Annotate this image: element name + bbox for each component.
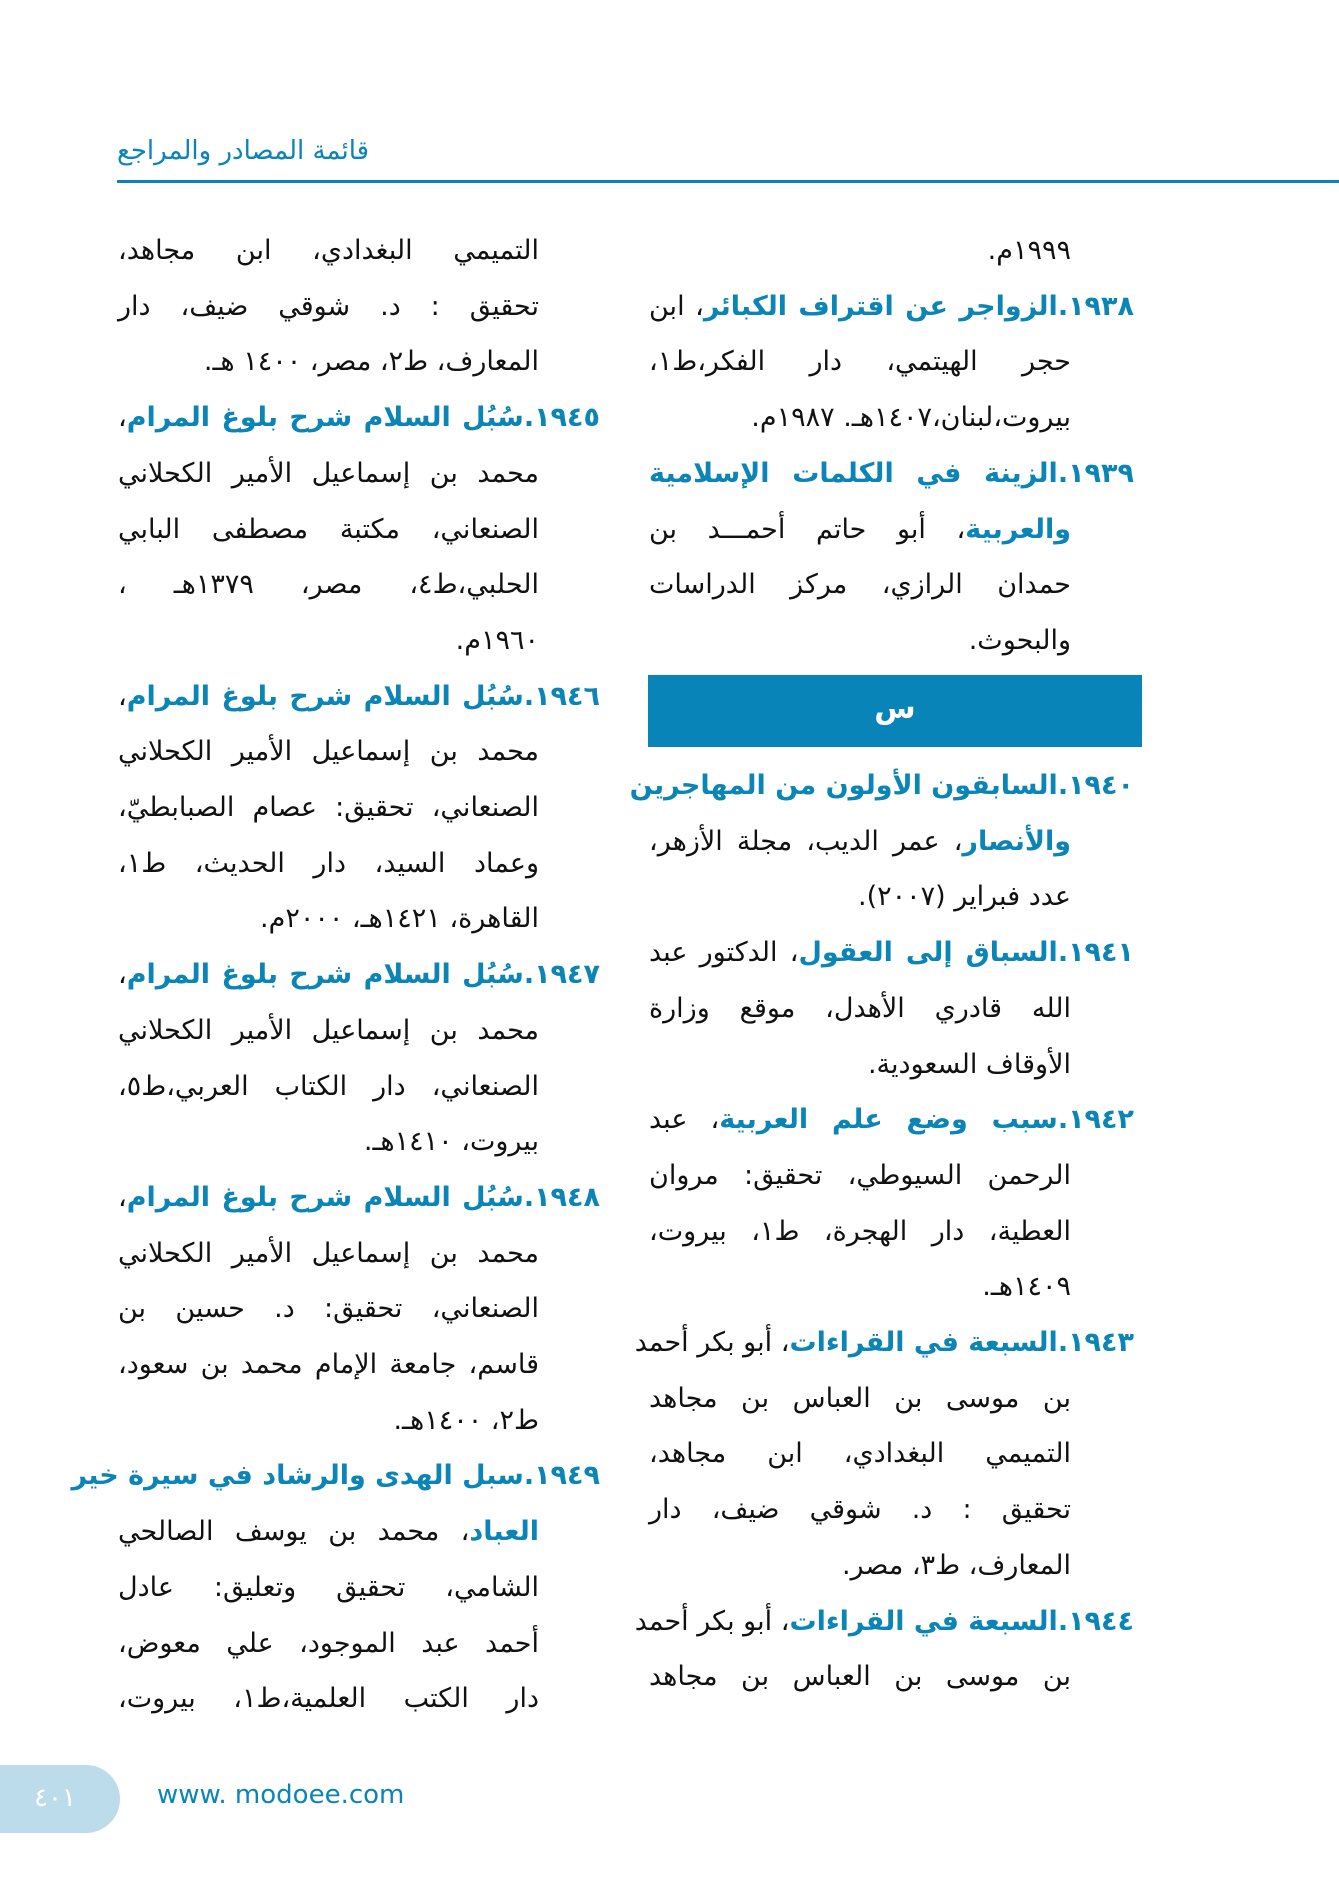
entry-title: سبل الهدى والرشاد في سيرة خير [71,1460,524,1492]
entry-number: ١٩٤٥. [523,402,600,434]
reference-entry-line [649,869,1071,925]
reference-entry-line [649,981,1071,1037]
entry-text: ١٩٩٩م. [987,235,1071,266]
entry-text: ، الدكتور عبد [649,937,799,969]
reference-entry-line [649,223,1071,279]
entry-number: ١٩٤٠. [1057,770,1134,801]
reference-entry-line [649,613,1071,669]
reference-entry-first-line [118,947,600,1003]
entry-number: ١٩٤٧. [523,959,600,991]
entry-number: ١٩٤٩. [523,1460,600,1492]
reference-entry-first-line [71,1448,600,1504]
entry-text: محمد بن إسماعيل الأمير الكحلاني [118,457,539,489]
reference-entry-line [118,836,539,892]
reference-entry-line [118,557,539,613]
reference-entry-line [118,1226,539,1282]
entry-number: ١٩٤٣. [1057,1327,1134,1358]
section-letter-bar: س [648,675,1142,747]
entry-text: الأوقاف السعودية. [867,1048,1071,1080]
entry-text: ١٤٠٩هـ. [982,1271,1071,1303]
reference-entry-line [649,1482,1071,1538]
reference-entry-line [118,613,539,669]
website-link[interactable]: www. modoee.com [157,1780,405,1810]
entry-title: سُبُل السلام شرح بلوغ المرام [126,680,524,712]
reference-entry-first-line [649,925,1134,981]
entry-text: ، أبو حاتم أحمـــد بن [649,513,966,545]
reference-entry-line [649,334,1071,390]
entry-title: والعربية [965,513,1071,545]
entry-title: سُبُل السلام شرح بلوغ المرام [126,402,524,434]
reference-entry-line [649,1259,1071,1315]
reference-entry-line [649,1037,1071,1093]
reference-entry-first-line [649,446,1134,502]
entry-text: ، أبو بكر أحمد [634,1327,790,1358]
entry-text: ١٩٦٠م. [455,624,539,656]
entry-text: العطية، دار الهجرة، ط١، بيروت، [649,1215,1071,1247]
entry-title: والأنصار [962,825,1071,857]
entry-text: القاهرة، ١٤٢١هـ، ٢٠٠٠م. [260,903,539,935]
reference-entry-first-line [634,1315,1134,1371]
entry-title: السبعة في القراءات [789,1605,1058,1637]
entry-text: حمدان الرازي، مركز الدراسات [649,569,1071,601]
entry-title: السباق إلى العقول [798,937,1058,969]
reference-entry-line [649,814,1071,870]
reference-entry-line [118,446,539,502]
reference-entry-first-line [118,390,600,446]
entry-text: بيروت، ١٤١٠هـ. [363,1126,539,1158]
reference-entry-line [118,223,539,279]
entry-text: الصنعاني، دار الكتاب العربي،ط٥، [118,1070,539,1102]
entry-text: قاسم، جامعة الإمام محمد بن سعود، [118,1349,539,1380]
reference-entry-line [118,724,539,780]
entry-text: بيروت،لبنان،١٤٠٧هـ. ١٩٨٧م. [751,402,1071,434]
entry-text: أحمد عبد الموجود، علي معوض، [118,1627,539,1659]
entry-text: ، [118,680,127,712]
entry-text: ، محمد بن يوسف الصالحي [118,1516,470,1548]
reference-entry-line [118,1337,539,1393]
reference-entry-line [649,390,1071,446]
reference-entry-first-line [634,1594,1134,1650]
reference-entry-line [118,1504,539,1560]
reference-entry-line [649,1426,1071,1482]
running-header-title: قائمة المصادر والمراجع [117,136,370,166]
reference-entry-line [118,1059,539,1115]
entry-number: ١٩٤٤. [1057,1605,1134,1637]
entry-text: ، [118,402,127,434]
entry-text: عدد فبراير (٢٠٠٧). [857,881,1071,913]
entry-text: تحقيق : د. شوقي ضيف، دار [118,290,539,322]
entry-text: محمد بن إسماعيل الأمير الكحلاني [118,736,539,768]
reference-entry-line [118,1671,539,1727]
entry-text: ، أبو بكر أحمد [634,1605,790,1637]
entry-text: ، [118,959,127,991]
entry-title: الزينة في الكلمات الإسلامية [649,457,1058,489]
entry-text: الصنعاني، تحقيق: عصام الصبابطيّ، [118,792,539,823]
entry-text: محمد بن إسماعيل الأمير الكحلاني [118,1237,539,1269]
header-rule [117,180,1339,183]
entry-text: دار الكتب العلمية،ط١، بيروت، [118,1683,539,1715]
reference-entry-first-line [649,279,1134,335]
reference-entry-line [118,1114,539,1170]
entry-text: الصنعاني، مكتبة مصطفى البابي [118,513,539,545]
reference-entry-line [118,891,539,947]
entry-title: سُبُل السلام شرح بلوغ المرام [126,1181,524,1213]
reference-entry-first-line [118,669,600,725]
entry-text: الله قادري الأهدل، موقع وزارة [649,992,1071,1024]
entry-number: ١٩٤٦. [523,680,600,712]
reference-entry-line [118,1003,539,1059]
entry-text: المعارف، ط٣، مصر. [841,1549,1071,1581]
entry-text: ، ابن [649,290,704,322]
entry-text: ، [118,1181,127,1213]
reference-entry-line [118,1560,539,1616]
entry-text: التميمي البغدادي، ابن مجاهد، [649,1438,1071,1470]
entry-title: الزواجر عن اقتراف الكبائر [703,290,1058,322]
entry-text: التميمي البغدادي، ابن مجاهد، [118,235,539,266]
reference-entry-line [118,780,539,836]
reference-entry-line [649,1538,1071,1594]
entry-text: وعماد السيد، دار الحديث، ط١، [118,847,539,879]
reference-entry-line [118,1616,539,1672]
entry-title: سبب وضع علم العربية [719,1104,1058,1136]
entry-number: ١٩٣٩. [1057,457,1134,489]
entry-text: بن موسى بن العباس بن مجاهد [649,1661,1071,1693]
entry-text: والبحوث. [968,624,1071,656]
entry-title: السبعة في القراءات [789,1327,1058,1358]
entry-text: بن موسى بن العباس بن مجاهد [649,1382,1071,1414]
entry-number: ١٩٣٨. [1057,290,1134,322]
entry-text: ط٢، ١٤٠٠هـ. [393,1404,539,1436]
reference-entry-first-line [629,758,1134,814]
entry-text: المعارف، ط٢، مصر، ١٤٠٠ هـ. [203,346,539,378]
reference-entry-line [649,1204,1071,1260]
entry-title: سُبُل السلام شرح بلوغ المرام [126,959,524,991]
entry-text: الشامي، تحقيق وتعليق: عادل [118,1571,539,1603]
reference-entry-line [118,1281,539,1337]
entry-number: ١٩٤١. [1057,937,1134,969]
entry-title: العباد [469,1516,539,1548]
entry-text: الرحمن السيوطي، تحقيق: مروان [649,1159,1071,1191]
reference-entry-first-line [118,1170,600,1226]
reference-entry-line [649,502,1071,558]
entry-text: ، عمر الديب، مجلة الأزهر، [649,825,963,857]
entry-text: ، عبد [649,1104,720,1136]
entry-text: محمد بن إسماعيل الأمير الكحلاني [118,1014,539,1046]
reference-entry-line [649,1649,1071,1705]
reference-entry-line [649,557,1071,613]
entry-title: السابقون الأولون من المهاجرين [629,770,1058,801]
reference-entry-first-line [649,1092,1134,1148]
reference-entry-line [649,1148,1071,1204]
entry-number: ١٩٤٨. [523,1181,600,1213]
entry-text: حجر الهيتمي، دار الفكر،ط١، [649,346,1071,378]
entry-text: الصنعاني، تحقيق: د. حسين بن [118,1293,539,1325]
entry-text: الحلبي،ط٤، مصر، ١٣٧٩هـ ، [118,569,539,601]
reference-entry-line [118,502,539,558]
entry-text: تحقيق : د. شوقي ضيف، دار [649,1494,1071,1526]
reference-entry-line [649,1371,1071,1427]
reference-entry-line [118,1393,539,1449]
reference-entry-line [118,279,539,335]
page-number-badge: ٤٠١ [0,1765,120,1833]
entry-number: ١٩٤٢. [1057,1104,1134,1136]
reference-entry-line [118,334,539,390]
